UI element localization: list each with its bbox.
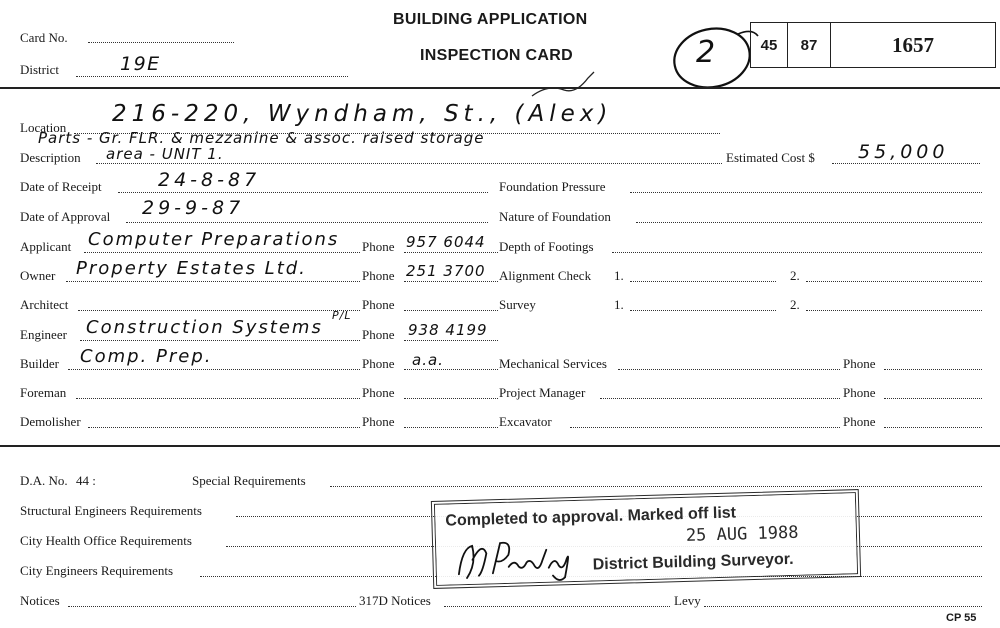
foreman-phone-line <box>404 398 498 399</box>
notices-317d-line <box>444 606 670 607</box>
depth-of-footings-label: Depth of Footings <box>499 239 594 254</box>
applicant-phone-line <box>404 252 498 253</box>
foundation-pressure-line <box>630 192 982 193</box>
notices-line <box>68 606 356 607</box>
mechanical-services-label: Mechanical Services <box>499 356 607 371</box>
title-line2: INSPECTION CARD <box>420 47 573 64</box>
foundation-pressure-label: Foundation Pressure <box>499 179 606 194</box>
ref-box-1: 45 <box>751 23 788 67</box>
circled-number: 2 <box>696 35 717 70</box>
location-value: 216-220, Wyndham, St., (Alex) <box>112 101 613 127</box>
details-rule <box>0 445 1000 447</box>
owner-value: Property Estates Ltd. <box>76 258 307 279</box>
date-of-approval-value: 29-9-87 <box>142 197 245 219</box>
ref-box-2: 87 <box>788 23 831 67</box>
estimated-cost-line <box>832 163 980 164</box>
signature-icon <box>452 531 583 587</box>
card-no-label: Card No. <box>20 30 68 45</box>
estimated-cost-value: 55,000 <box>858 141 949 163</box>
builder-phone-label: Phone <box>362 356 395 371</box>
demolisher-line <box>88 427 360 428</box>
da-no-value: 44 : <box>76 473 96 488</box>
description-line <box>96 163 722 164</box>
description-label: Description <box>20 150 81 165</box>
mechanical-services-line <box>618 369 840 370</box>
ref-box-3: 1657 <box>892 32 934 57</box>
district-line <box>76 76 348 77</box>
demolisher-label: Demolisher <box>20 414 81 429</box>
survey-num1: 1. <box>614 297 624 312</box>
district-label: District <box>20 62 59 77</box>
stamp-line2: District Building Surveyor. <box>592 550 794 574</box>
owner-phone-label: Phone <box>362 268 395 283</box>
builder-line <box>68 369 360 370</box>
alignment-check-line1 <box>630 281 776 282</box>
survey-label: Survey <box>499 297 536 312</box>
description-line1: Parts - Gr. FLR. & mezzanine & assoc. raised storage <box>38 129 485 147</box>
card-no-line <box>88 42 234 43</box>
district-value: 19E <box>120 53 161 75</box>
title-line1: BUILDING APPLICATION <box>393 11 588 28</box>
mechanical-services-phone-label: Phone <box>843 356 876 371</box>
nature-of-foundation-label: Nature of Foundation <box>499 209 611 224</box>
survey-line1 <box>630 310 776 311</box>
project-manager-phone-line <box>884 398 982 399</box>
architect-label: Architect <box>20 297 69 312</box>
owner-phone: 251 3700 <box>406 262 486 280</box>
owner-label: Owner <box>20 268 56 283</box>
excavator-phone-line <box>884 427 982 428</box>
city-health-label: City Health Office Requirements <box>20 533 192 548</box>
date-of-approval-label: Date of Approval <box>20 209 111 224</box>
date-of-receipt-line <box>118 192 488 193</box>
levy-line <box>704 606 982 607</box>
foreman-phone-label: Phone <box>362 385 395 400</box>
depth-of-footings-line <box>612 252 982 253</box>
excavator-line <box>570 427 840 428</box>
alignment-check-line2 <box>806 281 982 282</box>
engineer-phone-label: Phone <box>362 327 395 342</box>
da-no-label: D.A. No. <box>20 473 68 488</box>
nature-of-foundation-line <box>636 222 982 223</box>
date-of-receipt-value: 24-8-87 <box>158 169 261 191</box>
demolisher-phone-label: Phone <box>362 414 395 429</box>
special-requirements-label: Special Requirements <box>192 473 306 488</box>
form-code: CP 55 <box>946 612 977 624</box>
stamp-line1: Completed to approval. Marked off list <box>445 504 737 530</box>
structural-engineers-label: Structural Engineers Requirements <box>20 503 202 518</box>
date-of-approval-line <box>126 222 488 223</box>
project-manager-line <box>600 398 840 399</box>
survey-num2: 2. <box>790 297 800 312</box>
foreman-label: Foreman <box>20 385 67 400</box>
owner-phone-line <box>404 281 498 282</box>
owner-line <box>66 281 360 282</box>
levy-label: Levy <box>674 593 701 608</box>
special-requirements-line <box>330 486 982 487</box>
applicant-phone-label: Phone <box>362 239 395 254</box>
location-label: Location <box>20 120 67 135</box>
ink-squiggle-icon <box>530 68 600 102</box>
foreman-line <box>76 398 360 399</box>
excavator-label: Excavator <box>499 414 552 429</box>
engineer-value: Construction Systems <box>86 317 323 338</box>
engineer-line <box>80 340 360 341</box>
architect-phone-label: Phone <box>362 297 395 312</box>
excavator-phone-label: Phone <box>843 414 876 429</box>
stamp-date: 25 AUG 1988 <box>685 522 799 546</box>
city-engineers-label: City Engineers Requirements <box>20 563 174 578</box>
applicant-label: Applicant <box>20 239 72 254</box>
mechanical-services-phone-line <box>884 369 982 370</box>
description-line2: area - UNIT 1. <box>106 145 224 163</box>
header-rule <box>0 87 1000 89</box>
applicant-line <box>84 252 360 253</box>
architect-line <box>78 310 360 311</box>
notices-317d-label: 317D Notices <box>359 593 431 608</box>
applicant-phone: 957 6044 <box>406 233 486 251</box>
notices-label: Notices <box>20 593 60 608</box>
builder-phone-line <box>404 369 498 370</box>
applicant-value: Computer Preparations <box>88 229 340 250</box>
engineer-phone: 938 4199 <box>408 321 488 339</box>
engineer-phone-line <box>404 340 498 341</box>
alignment-check-label: Alignment Check <box>499 268 592 283</box>
demolisher-phone-line <box>404 427 498 428</box>
project-manager-phone-label: Phone <box>843 385 876 400</box>
completion-stamp <box>431 489 861 589</box>
date-of-receipt-label: Date of Receipt <box>20 179 102 194</box>
builder-value: Comp. Prep. <box>80 346 213 367</box>
engineer-pl: P/L <box>332 309 352 322</box>
alignment-check-num2: 2. <box>790 268 800 283</box>
reference-boxes <box>750 22 996 68</box>
builder-phone: a.a. <box>412 351 444 369</box>
estimated-cost-label: Estimated Cost $ <box>726 150 815 165</box>
architect-phone-line <box>404 310 498 311</box>
engineer-label: Engineer <box>20 327 67 342</box>
project-manager-label: Project Manager <box>499 385 586 400</box>
alignment-check-num1: 1. <box>614 268 624 283</box>
builder-label: Builder <box>20 356 59 371</box>
survey-line2 <box>806 310 982 311</box>
